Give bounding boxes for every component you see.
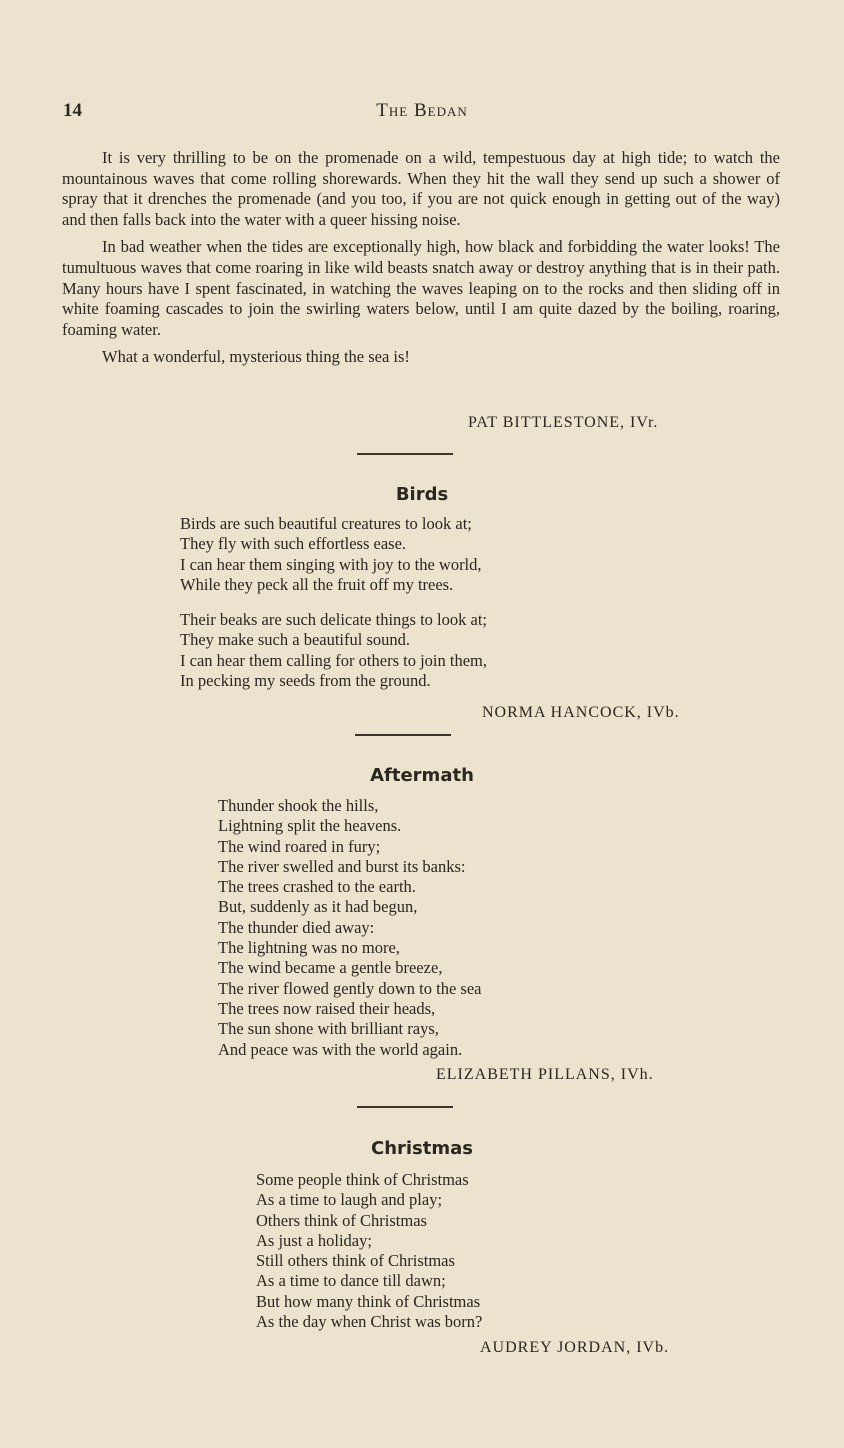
poem-line: I can hear them singing with joy to the world, <box>180 554 482 574</box>
poem-line: As the day when Christ was born? <box>256 1312 483 1332</box>
poem-line: In pecking my seeds from the ground. <box>180 670 431 690</box>
poem-line: Lightning split the heavens. <box>218 816 402 836</box>
essay <box>62 148 780 375</box>
poem-line: The river flowed gently down to the sea <box>218 978 482 998</box>
poem-line: Thunder shook the hills, <box>218 796 379 815</box>
poem-line: Birds are such beautiful creatures to look at; <box>180 514 472 533</box>
essay-author: PAT BITTLESTONE, IVr. <box>468 414 659 431</box>
poem-line: The lightning was no more, <box>218 938 400 958</box>
poem-line: The river swelled and burst its banks: <box>218 856 466 876</box>
running-title: The Bedan <box>376 100 468 121</box>
poem-line: As a time to dance till dawn; <box>256 1271 446 1291</box>
poem-line: They make such a beautiful sound. <box>180 630 411 650</box>
poem-line: The trees crashed to the earth. <box>218 877 416 897</box>
poem-line: Their beaks are such delicate things to look at; <box>180 610 487 629</box>
poem-author-christmas: AUDREY JORDAN, IVb. <box>480 1339 670 1356</box>
poem-line: As a time to laugh and play; <box>256 1190 443 1210</box>
poem-title-birds: Birds <box>395 484 449 505</box>
poem-line: The trees now raised their heads, <box>218 998 436 1018</box>
poem-stanza <box>256 1170 482 1332</box>
section-divider <box>357 453 453 455</box>
section-divider <box>355 734 451 736</box>
poem-line: And peace was with the world again. <box>218 1039 463 1059</box>
poem-line: The wind became a gentle breeze, <box>218 958 443 978</box>
poem-line: While they peck all the fruit off my trees. <box>180 574 454 594</box>
poem-line: I can hear them calling for others to join them, <box>180 650 487 670</box>
poem-stanza <box>218 796 481 1060</box>
poem-author-aftermath: ELIZABETH PILLANS, IVh. <box>436 1066 654 1083</box>
poem-line: As just a holiday; <box>256 1230 372 1250</box>
poem-line: Some people think of Christmas <box>256 1170 469 1189</box>
poem-line: But how many think of Christmas <box>256 1291 481 1311</box>
poem-stanza <box>180 514 482 595</box>
poem-line: Still others think of Christmas <box>256 1251 455 1271</box>
poem-title-christmas: Christmas <box>370 1138 473 1159</box>
essay-paragraph: In bad weather when the tides are exceptionally high, how black and forbidding the water looks! The tumultuous waves that come roaring in like wild beasts snatch away or destroy anything that is in their path. Many hours have I spent fascinated, in watching the waves leaping on to the rocks and then sliding off in white foaming cascades to join the swirling waters below, until I am quite dazed by the boiling, roaring, foaming water. <box>62 237 780 339</box>
essay-paragraph: It is very thrilling to be on the promenade on a wild, tempestuous day at high tide; to watch the mountainous waves that come rolling shorewards. When they hit the wall they send up such a shower of spray that it drenches the promenade (and you too, if you are not quick enough in getting out of the way) and then falls back into the water with a queer hissing noise. <box>62 148 780 229</box>
section-divider <box>357 1106 453 1108</box>
page-number: 14 <box>63 100 82 121</box>
poem-line: But, suddenly as it had begun, <box>218 897 418 917</box>
poem-line: The thunder died away: <box>218 917 375 937</box>
poem-title-aftermath: Aftermath <box>370 765 474 786</box>
poem-line: Others think of Christmas <box>256 1210 427 1230</box>
poem-line: The wind roared in fury; <box>218 836 381 856</box>
page-header <box>0 100 844 124</box>
poem-line: The sun shone with brilliant rays, <box>218 1019 439 1039</box>
poem-author-birds: NORMA HANCOCK, IVb. <box>482 704 680 721</box>
essay-paragraph: What a wonderful, mysterious thing the sea is! <box>102 347 410 367</box>
poem-line: They fly with such effortless ease. <box>180 534 407 554</box>
poem-stanza <box>180 610 487 691</box>
